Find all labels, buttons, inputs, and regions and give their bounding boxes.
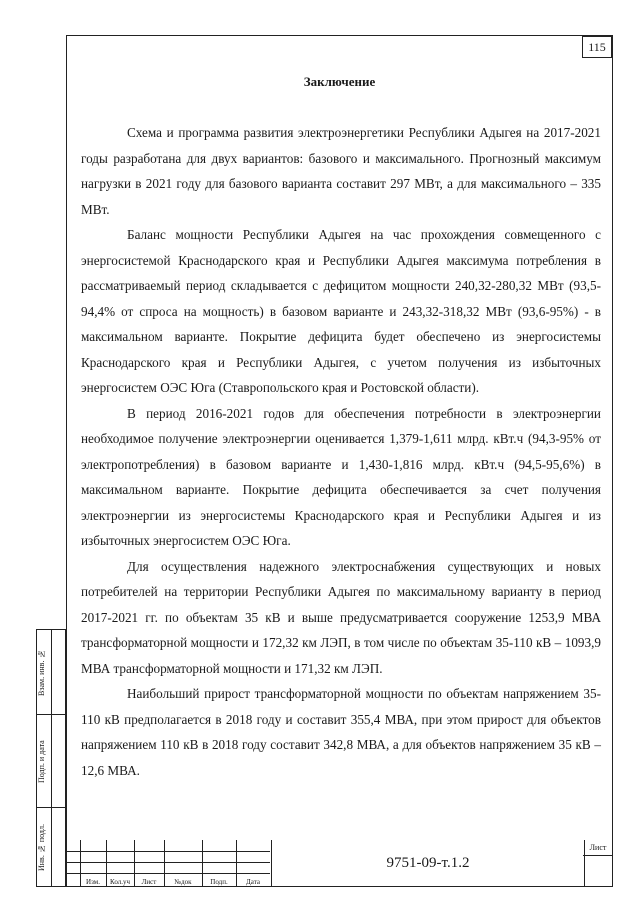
paragraph: Баланс мощности Республики Адыгея на час прохождения совмещенного с энергосистемой Краснодарского края и Республики Адыгея максимума потребления в рассматриваемый период складывается с дефицитом мощности 240,32-280,32 МВт (93,5-94,4% от спроса на мощность) в базовом варианте и 243,32-318,32 МВт (93,6-95%) - в максимальном варианте. Покрытие дефицита будет обеспечено из энергосистемы Краснодарского края и Республики Адыгея, с учетом получения из избыточных энергосистем ОЭС Юга (Ставропольского края и Ростовской области).	[81, 227, 601, 395]
side-label-original-inv: Инв. № подл.	[37, 824, 46, 872]
stamp-header-change: Изм.	[86, 878, 100, 886]
paragraph: Схема и программа развития электроэнергетики Республики Адыгея на 2017-2021 годы разработана для двух вариантов: базового и максимального. Прогнозный максимум нагрузки в 2021 году для базового варианта составит 297 МВт, а для максимального – 335 МВт.	[81, 125, 601, 217]
side-label-replacement-inv: Взам. инв. №	[37, 649, 46, 697]
paragraph: Наибольший прирост трансформаторной мощности по объектам напряжением 35-110 кВ предполагается в 2018 году и составит 355,4 МВА, при этом прирост для объектов напряжением 110 кВ в 2018 году составит 342,8 МВА, а для объектов напряжением 35 кВ – 12,6 МВА.	[81, 686, 601, 778]
stamp-header-sheet: Лист	[141, 878, 157, 886]
stamp-header-date: Дата	[246, 878, 260, 886]
side-label-sign-date: Подп. и дата	[37, 740, 46, 784]
side-stamp	[36, 629, 66, 887]
stamp-header-count: Кол.уч	[110, 878, 130, 886]
document-code: 9751-09-т.1.2	[271, 840, 585, 887]
sheet-box	[583, 840, 613, 887]
stamp-header-signature: Подп.	[210, 878, 228, 886]
stamp-header-docno: №док	[174, 878, 192, 886]
page-title: Заключение	[303, 74, 376, 89]
revision-grid	[66, 840, 270, 887]
title-block	[66, 840, 613, 887]
page-number: 115	[582, 36, 612, 58]
sheet-label: Лист	[583, 840, 613, 856]
document-body	[81, 120, 601, 783]
paragraph: Для осуществления надежного электроснабжения существующих и новых потребителей на территории Республики Адыгея по максимальному варианту в период 2017-2021 гг. по объектам 35 кВ и выше предусматривается сооружение 1253,9 МВА трансформаторной мощности и 172,32 км ЛЭП, в том числе по объектам 35-110 кВ – 1093,9 МВА трансформаторной мощности и 171,32 км ЛЭП.	[81, 558, 601, 676]
paragraph: В период 2016-2021 годов для обеспечения потребности в электроэнергии необходимое получение электроэнергии оценивается 1,379-1,611 млрд. кВт.ч (94,3-95% от электропотребления) в базовом варианте и 1,430-1,816 млрд. кВт.ч (94,5-95,6%) в максимальном варианте. Покрытие дефицита обеспечивается за счет получения электроэнергии из энергосистемы Краснодарского края и Республики Адыгея и из избыточных энергосистем ОЭС Юга.	[81, 405, 601, 548]
